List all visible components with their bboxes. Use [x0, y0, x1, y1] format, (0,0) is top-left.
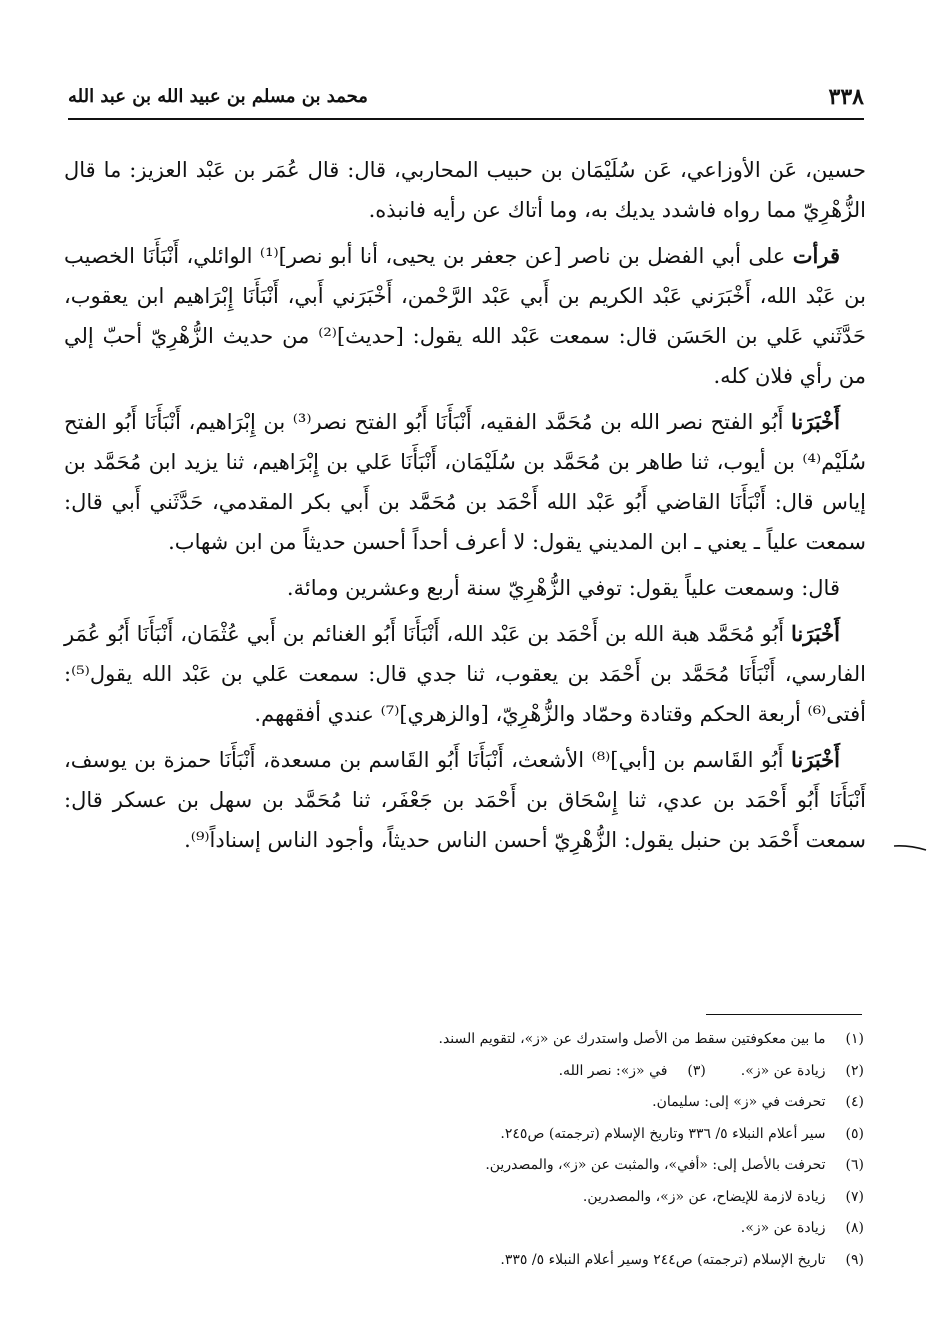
- paragraph-lead: أَخْبَرَنا: [791, 409, 840, 434]
- paragraph: [64, 740, 866, 860]
- footnote-text: تحرفت في «ز» إلى: سليمان.: [652, 1094, 826, 1110]
- paragraph-text: على أبي الفضل بن ناصر [عن جعفر بن يحيى، أنا أبو نصر]⁽¹⁾ الوائلي، أَنْبَأَنَا الخصيب بن عَبْد الله، أَخْبَرَني عَبْد الكريم بن أَبي عَبْد الرَّحْمن، أَخْبَرَني أَبي، أَنْبَأَنَا إِبْرَاهيم ابن يعقوب، حَدَّثَني عَلي بن الحَسَن قال: سمعت عَبْد الله يقول: [حديث]⁽²⁾ من حديث الزُّهْرِيّ أحبّ إلي من رأي فلان كله.: [64, 244, 866, 388]
- footnote-number: (٥): [845, 1125, 864, 1142]
- footnote-text: زيادة لازمة للإيضاح، عن «ز»، والمصدرين.: [582, 1188, 826, 1205]
- footnote: [250, 1024, 864, 1056]
- footnote-number: (٣): [687, 1062, 706, 1079]
- main-text: [64, 150, 866, 866]
- paragraph: [64, 150, 866, 230]
- paragraph: [64, 402, 866, 562]
- paragraph: [64, 614, 866, 734]
- paragraph-text: أَبُو مُحَمَّد هبة الله بن أَحْمَد بن عَبْد الله، أَنْبَأَنَا أَبُو الغنائم بن أَبي عُثْمَان، أَنْبَأَنَا أَبُو عُمَر الفارسي، أَنْبَأَنَا مُحَمَّد بن أَحْمَد بن يعقوب، ثنا جدي قال: سمعت عَلي بن عَبْد الله يقول⁽⁵⁾: أفتى⁽⁶⁾ أربعة الحكم وقتادة وحمّاد والزُّهْرِيّ، [والزهري]⁽⁷⁾ عندي أفقههم.: [64, 622, 866, 726]
- running-title: محمد بن مسلم بن عبيد الله بن عبد الله: [68, 86, 368, 107]
- footnote-text: في «ز»: نصر الله.: [558, 1062, 668, 1079]
- footnote-text: سير أعلام النبلاء ٥/ ٣٣٦ وتاريخ الإسلام (ترجمته) ص٢٤٥.: [500, 1125, 826, 1142]
- footnote-text: زيادة عن «ز».: [740, 1062, 826, 1079]
- footnote: [250, 1213, 864, 1245]
- footnote-text: ما بين معكوفتين سقط من الأصل واستدرك عن «ز»، لتقويم السند.: [438, 1031, 826, 1047]
- footnote-number: (٧): [845, 1188, 864, 1205]
- footnote-number: (٤): [845, 1094, 864, 1110]
- page-header: [68, 82, 864, 120]
- paragraph: [64, 236, 866, 396]
- paragraph-text: أَبُو القَاسم بن [أبي]⁽⁸⁾ الأشعث، أَنْبَأَنَا أَبُو القَاسم بن مسعدة، أَنْبَأَنَا حمزة بن يوسف، أَنْبَأَنَا أَبُو أَحْمَد بن عدي، ثنا إِسْحَاق بن أَحْمَد بن جَعْفَر، ثنا مُحَمَّد بن سهل بن عسكر قال: سمعت أَحْمَد بن حنبل يقول: الزُّهْرِيّ أحسن الناس حديثاً، وأجود الناس إسناداً⁽⁹⁾.: [64, 748, 866, 852]
- footnote: [250, 1056, 864, 1088]
- footnote: [250, 1150, 864, 1182]
- footnote-number: (٩): [845, 1251, 864, 1268]
- paragraph-lead: أَخْبَرَنا: [791, 621, 840, 646]
- footnote-number: (٨): [845, 1220, 864, 1236]
- footnote-number: (١): [845, 1031, 864, 1047]
- footnote-text: زيادة عن «ز».: [740, 1220, 826, 1236]
- paragraph-text: أَبُو الفتح نصر الله بن مُحَمَّد الفقيه، أَنْبَأَنَا أَبُو الفتح نصر⁽³⁾ بن إِبْرَاهيم، أَنْبَأَنَا أَبُو الفتح سُلَيْم⁽⁴⁾ بن أيوب، ثنا طاهر بن مُحَمَّد بن سُلَيْمَان، أَنْبَأَنَا عَلي بن إِبْرَاهيم، ثنا يزيد ابن مُحَمَّد بن إياس قال: أَنْبَأَنَا القاضي أَبُو عَبْد الله أَحْمَد بن مُحَمَّد بن أَبي بكر المقدمي، حَدَّثَني أَبي قال: سمعت علياً ـ يعني ـ ابن المديني يقول: لا أعرف أحداً أحسن حديثاً من ابن شهاب.: [64, 410, 866, 554]
- footnote-number: (٦): [845, 1157, 864, 1173]
- footnote-number: (٢): [845, 1062, 864, 1079]
- footnote-text: تاريخ الإسلام (ترجمته) ص٢٤٤ وسير أعلام النبلاء ٥/ ٣٣٥.: [500, 1251, 826, 1268]
- margin-mark: [893, 844, 927, 852]
- paragraph-lead: قرأت: [792, 243, 840, 268]
- paragraph-text: قال: وسمعت علياً يقول: توفي الزُّهْرِيّ سنة أربع وعشرين ومائة.: [286, 576, 840, 600]
- footnote: [250, 1245, 864, 1277]
- footnote: [250, 1182, 864, 1214]
- paragraph: [64, 568, 866, 608]
- page-number: ٣٣٨: [828, 84, 864, 110]
- footnote: [250, 1119, 864, 1151]
- footnote-separator: [706, 1014, 862, 1015]
- footnote-text: تحرفت بالأصل إلى: «أفي»، والمثبت عن «ز»، والمصدرين.: [485, 1157, 826, 1173]
- footnotes: [250, 1024, 864, 1276]
- paragraph-text: حسين، عَن الأوزاعي، عَن سُلَيْمَان بن حبيب المحاربي، قال: قال عُمَر بن عَبْد العزيز: ما قال الزُّهْرِيّ مما رواه فاشدد يديك به، وما أتاك عن رأيه فانبذه.: [64, 158, 866, 222]
- paragraph-lead: أَخْبَرَنا: [791, 747, 840, 772]
- footnote: [250, 1087, 864, 1119]
